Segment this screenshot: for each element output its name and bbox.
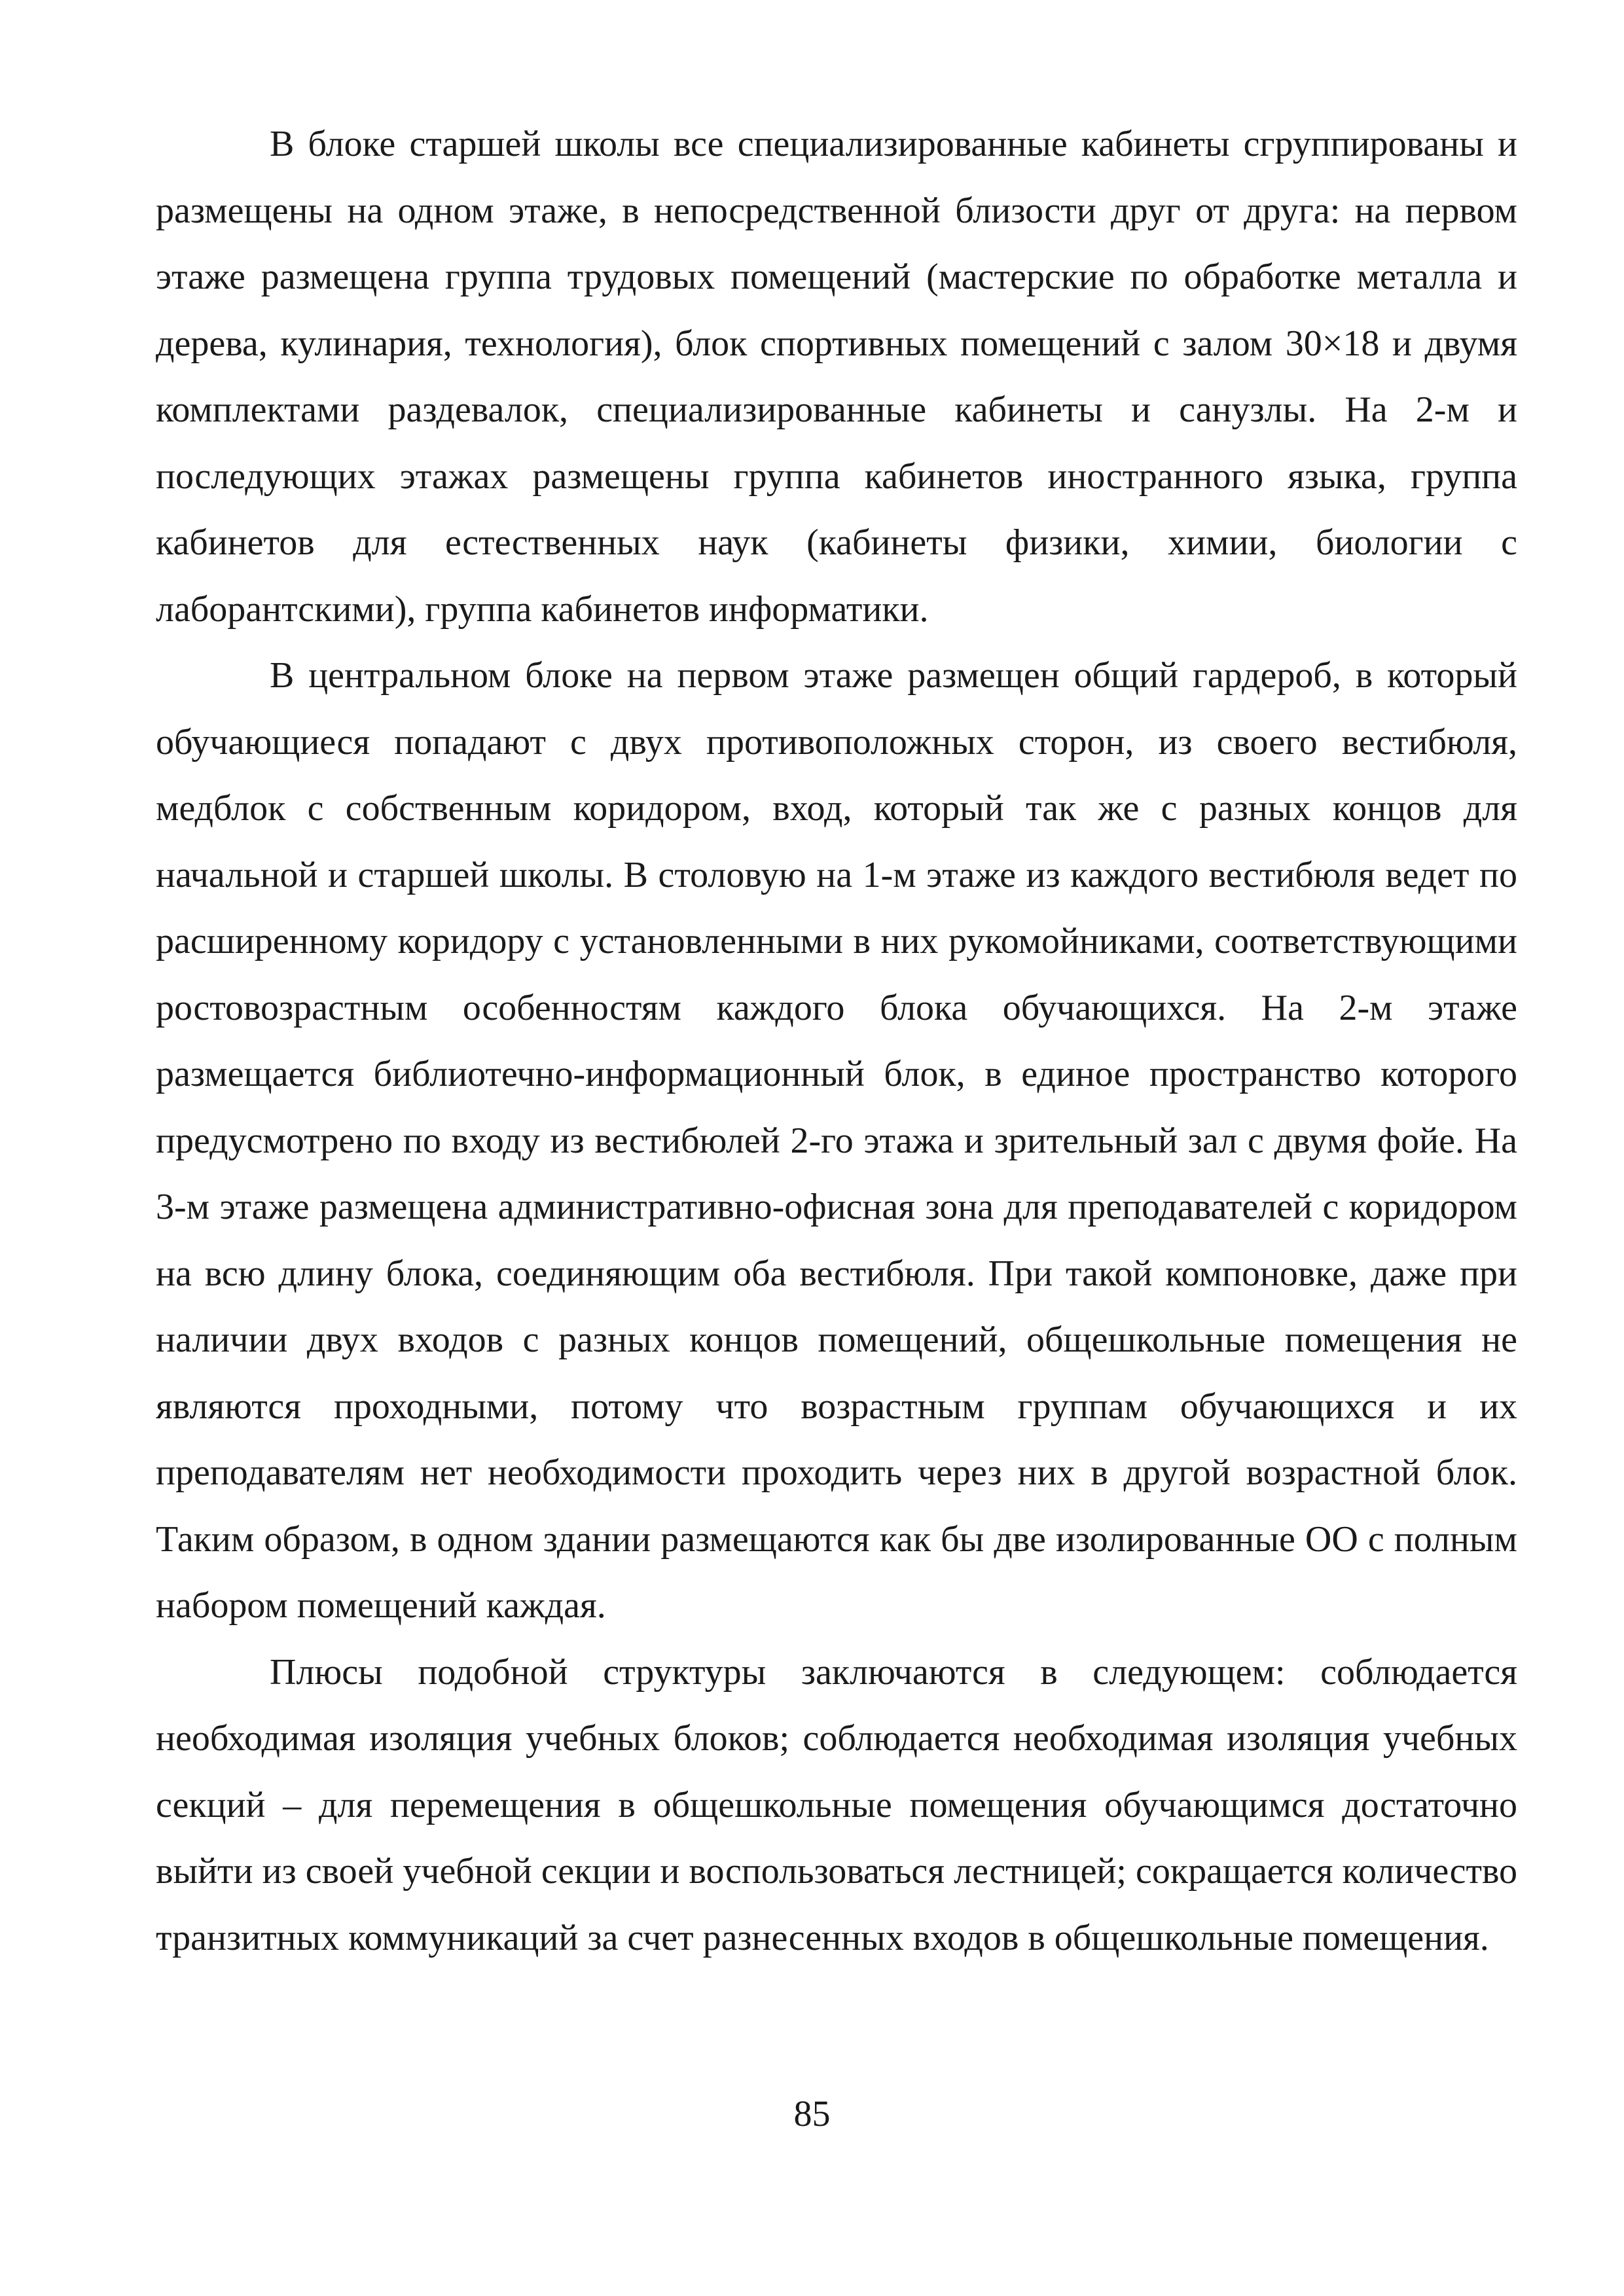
body-text bbox=[156, 111, 1517, 1971]
page-number: 85 bbox=[793, 2094, 831, 2134]
paragraph-structure-advantages: Плюсы подобной структуры заключаются в следующем: соблюдается необходимая изоляция учебных блоков; соблюдается необходимая изоляция учебных секций – для перемещения в общешкольные помещения обучающимся достаточно выйти из своей учебной секции и воспользоваться лестницей; сокращается количество транзитных коммуникаций за счет разнесенных входов в общешкольные помещения. bbox=[156, 1651, 1517, 1958]
paragraph-central-block: В центральном блоке на первом этаже размещен общий гардероб, в который обучающиеся попадают с двух противоположных сторон, из своего вестибюля, медблок с собственным коридором, вход, который так же с разных концов для начальной и старшей школы. В столовую на 1-м этаже из каждого вестибюля ведет по расширенному коридору с установленными в них рукомойниками, соответствующими ростовозрастным особенностям каждого блока обучающихся. На 2-м этаже размещается библиотечно-информационный блок, в единое пространство которого предусмотрено по входу из вестибюлей 2-го этажа и зрительный зал с двумя фойе. На 3-м этаже размещена административно-офисная зона для преподавателей с коридором на всю длину блока, соединяющим оба вестибюля. При такой компоновке, даже при наличии двух входов с разных концов помещений, общешкольные помещения не являются проходными, потому что возрастным группам обучающихся и их преподавателям нет необходимости проходить через них в другой возрастной блок. Таким образом, в одном здании размещаются как бы две изолированные ОО с полным набором помещений каждая. bbox=[156, 655, 1517, 1626]
paragraph-upper-school-block: В блоке старшей школы все специализированные кабинеты сгруппированы и размещены на одном этаже, в непосредственной близости друг от друга: на первом этаже размещена группа трудовых помещений (мастерские по обработке металла и дерева, кулинария, технология), блок спортивных помещений с залом 30×18 и двумя комплектами раздевалок, специализированные кабинеты и санузлы. На 2-м и последующих этажах размещены группа кабинетов иностранного языка, группа кабинетов для естественных наук (кабинеты физики, химии, биологии с лаборантскими), группа кабинетов информатики. bbox=[156, 124, 1517, 630]
